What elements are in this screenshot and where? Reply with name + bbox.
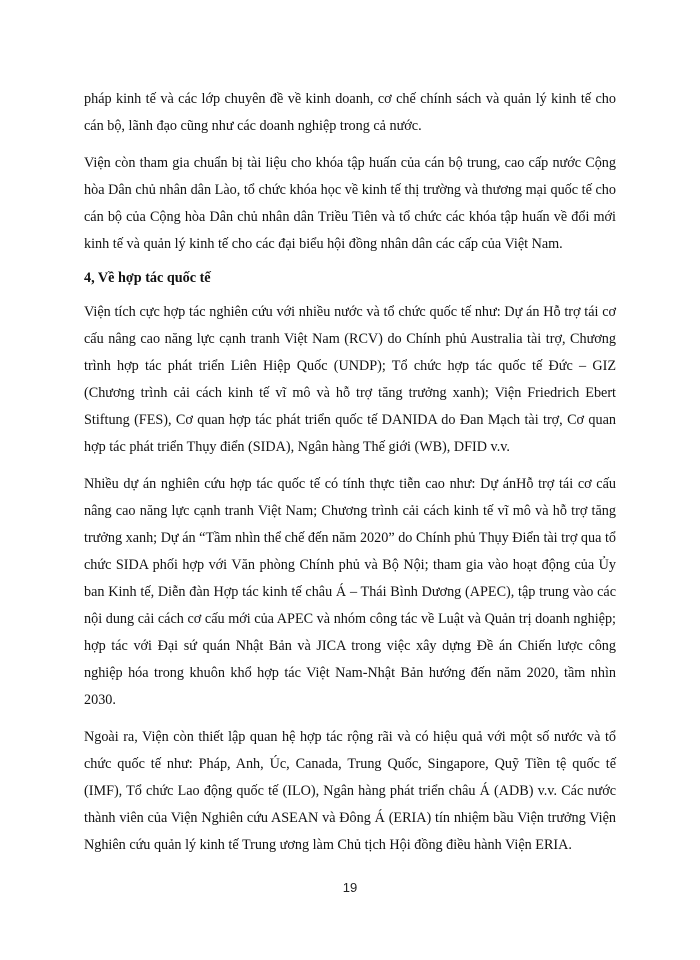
paragraph-cooperation-projects: Nhiều dự án nghiên cứu hợp tác quốc tế có tính thực tiễn cao như: Dự ánHỗ trợ tái cơ cấu nâng cao năng lực cạnh tranh Việt Nam; Chương trình cải cách kinh tế vĩ mô và hỗ trợ tăng trưởng xanh; Dự án “Tầm nhìn thể chế đến năm 2020” do Chính phủ Thụy Điển tài trợ qua tổ chức SIDA phối hợp với Văn phòng Chính phủ và Bộ Nội; tham gia vào hoạt động của Ủy ban Kinh tế, Diễn đàn Hợp tác kinh tế châu Á – Thái Bình Dương (APEC), tập trung vào các nội dung cải cách cơ cấu mới của APEC và nhóm công tác về Luật và Quản trị doanh nghiệp; hợp tác với Đại sứ quán Nhật Bản và JICA trong việc xây dựng Đề án Chiến lược công nghiệp hóa trong khuôn khổ hợp tác Việt Nam-Nhật Bản hướng đến năm 2020, tầm nhìn 2030. bbox=[84, 476, 616, 708]
document-body bbox=[84, 86, 616, 859]
paragraph-training-continued: pháp kinh tế và các lớp chuyên đề về kinh doanh, cơ chế chính sách và quản lý kinh tế cho cán bộ, lãnh đạo cũng như các doanh nghiệp trong cả nước. bbox=[84, 91, 616, 134]
paragraph-cooperation-partners: Viện tích cực hợp tác nghiên cứu với nhiều nước và tổ chức quốc tế như: Dự án Hỗ trợ tái cơ cấu nâng cao năng lực cạnh tranh Việt Nam (RCV) do Chính phủ Australia tài trợ, Chương trình hợp tác phát triển Liên Hiệp Quốc (UNDP); Tổ chức hợp tác quốc tế Đức – GIZ (Chương trình cải cách kinh tế vĩ mô và hỗ trợ tăng trưởng xanh); Viện Friedrich Ebert Stiftung (FES), Cơ quan hợp tác phát triển quốc tế DANIDA do Đan Mạch tài trợ, Cơ quan hợp tác phát triển Thụy điển (SIDA), Ngân hàng Thế giới (WB), DFID v.v. bbox=[84, 304, 616, 455]
section-heading-international-cooperation: 4, Về hợp tác quốc tế bbox=[84, 270, 211, 286]
paragraph-cooperation-relations: Ngoài ra, Viện còn thiết lập quan hệ hợp tác rộng rãi và có hiệu quả với một số nước và tổ chức quốc tế như: Pháp, Anh, Úc, Canada, Trung Quốc, Singapore, Quỹ Tiền tệ quốc tế (IMF), Tổ chức Lao động quốc tế (ILO), Ngân hàng phát triển châu Á (ADB) v.v. Các nước thành viên của Viện Nghiên cứu ASEAN và Đông Á (ERIA) tín nhiệm bầu Viện trưởng Viện Nghiên cứu quản lý kinh tế Trung ương làm Chủ tịch Hội đồng điều hành Viện ERIA. bbox=[84, 729, 616, 853]
page-number: 19 bbox=[342, 880, 358, 895]
paragraph-training-foreign: Viện còn tham gia chuẩn bị tài liệu cho khóa tập huấn của cán bộ trung, cao cấp nước Cộng hòa Dân chủ nhân dân Lào, tổ chức khóa học về kinh tế thị trường và thương mại quốc tế cho cán bộ của Cộng hòa Dân chủ nhân dân Triều Tiên và tổ chức các khóa tập huấn về đổi mới kinh tế và quản lý kinh tế cho các đại biểu hội đồng nhân dân các cấp của Việt Nam. bbox=[84, 155, 616, 252]
